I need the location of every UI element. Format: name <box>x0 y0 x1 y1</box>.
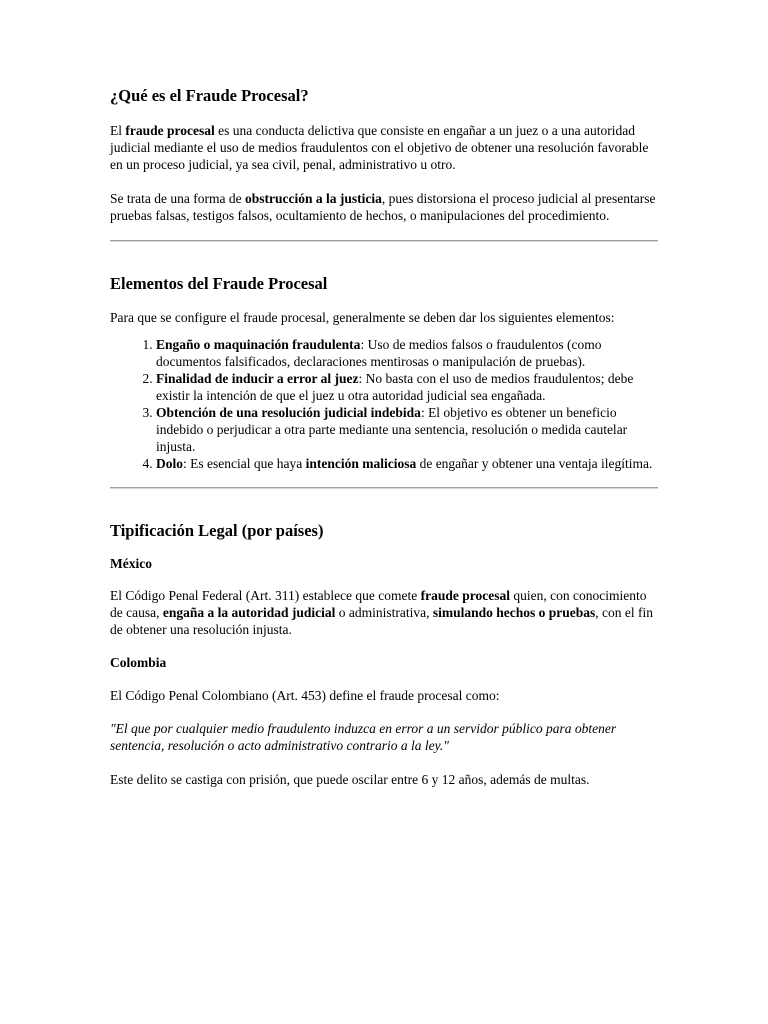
subheading-colombia: Colombia <box>110 655 167 670</box>
section-title-tipificacion: Tipificación Legal (por países) <box>110 521 324 540</box>
list-item: 2. Finalidad de inducir a error al juez: No basta con el uso de medios fraudulentos; debe existir la intención de que el juez u otra autoridad judicial sea engañada. <box>156 370 658 404</box>
quote-colombia: "El que por cualquier medio fraudulento induzca en error a un servidor público para obtener sentencia, resolución o acto administrativo contrario a la ley." <box>110 721 617 753</box>
subheading-mexico: México <box>110 556 152 571</box>
paragraph-mexico: El Código Penal Federal (Art. 311) establece que comete fraude procesal quien, con conocimiento de causa, engaña a la autoridad judicial o administrativa, simulando hechos o pruebas, con el fin de obtener una resolución injusta. <box>110 588 654 637</box>
section-divider <box>110 240 658 242</box>
section-divider <box>110 487 658 489</box>
paragraph-colombia-pena: Este delito se castiga con prisión, que puede oscilar entre 6 y 12 años, además de multas. <box>110 772 590 787</box>
paragraph-elementos-intro: Para que se configure el fraude procesal, generalmente se deben dar los siguientes elementos: <box>110 310 615 325</box>
paragraph-definicion: El fraude procesal es una conducta delictiva que consiste en engañar a un juez o a una autoridad judicial mediante el uso de medios fraudulentos con el objetivo de obtener una resolución favorable en un proceso judicial, ya sea civil, penal, administrativo u otro. <box>110 123 649 172</box>
paragraph-obstruccion: Se trata de una forma de obstrucción a la justicia, pues distorsiona el proceso judicial al presentarse pruebas falsas, testigos falsos, ocultamiento de hechos, o manipulaciones del procedimiento. <box>110 191 656 223</box>
paragraph-colombia-intro: El Código Penal Colombiano (Art. 453) define el fraude procesal como: <box>110 688 500 703</box>
document-page <box>110 86 658 788</box>
section-title-que-es: ¿Qué es el Fraude Procesal? <box>110 86 309 105</box>
list-item: 4. Dolo: Es esencial que haya intención maliciosa de engañar y obtener una ventaja ilegítima. <box>156 455 658 472</box>
elements-list <box>110 336 658 472</box>
section-title-elementos: Elementos del Fraude Procesal <box>110 274 328 293</box>
list-item: 3. Obtención de una resolución judicial indebida: El objetivo es obtener un beneficio indebido o perjudicar a otra parte mediante una sentencia, resolución o medida cautelar injusta. <box>156 404 658 455</box>
list-item: 1. Engaño o maquinación fraudulenta: Uso de medios falsos o fraudulentos (como documentos falsificados, declaraciones mentirosas o manipulación de pruebas). <box>156 336 658 370</box>
